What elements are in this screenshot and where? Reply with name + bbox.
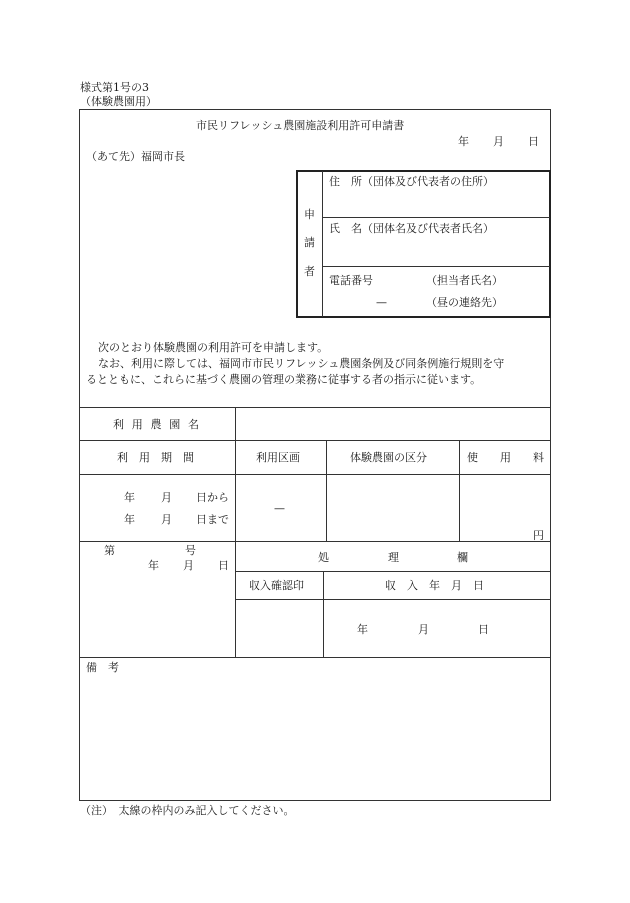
plot-dash: — <box>274 502 285 515</box>
statement-line-3: るとともに、これらに基づく農園の管理の業務に従事する者の指示に従います。 <box>86 373 482 386</box>
processing-label-1: 処 <box>318 551 329 564</box>
date-month: 月 <box>493 135 504 148</box>
number-prefix: 第 <box>104 544 115 557</box>
fee-unit: 円 <box>533 529 544 542</box>
from-year: 年 <box>124 491 135 504</box>
date-year: 年 <box>458 135 469 148</box>
period-label: 利 用 期 間 <box>117 451 194 464</box>
contact-person-label: （担当者氏名） <box>426 274 503 287</box>
applicant-label-3: 者 <box>304 265 315 278</box>
to-year: 年 <box>124 513 135 526</box>
processing-year: 年 <box>148 559 159 572</box>
remarks-label: 備 考 <box>86 661 119 674</box>
receipt-date-label: 収 入 年 月 日 <box>385 579 484 592</box>
form-subtitle: （体験農園用） <box>80 95 157 108</box>
receipt-year: 年 <box>357 623 368 636</box>
processing-day: 日 <box>218 559 229 572</box>
name-label: 氏 名（団体名及び代表者氏名） <box>329 222 494 235</box>
farm-name-label: 利 用 農 園 名 <box>113 418 199 431</box>
daytime-contact-label: （昼の連絡先） <box>426 296 503 309</box>
number-suffix: 号 <box>185 544 196 557</box>
statement-line-2: なお、利用に際しては、福岡市市民リフレッシュ農園条例及び同条例施行規則を守 <box>98 357 505 370</box>
phone-label: 電話番号 <box>329 274 373 287</box>
footnote: （注） 太線の枠内のみ記入してください。 <box>80 804 295 817</box>
to-day-suffix: 日まで <box>196 513 229 526</box>
phone-dash: — <box>376 296 387 309</box>
date-day: 日 <box>528 135 539 148</box>
category-label: 体験農園の区分 <box>350 451 427 464</box>
address-label: 住 所（団体及び代表者の住所） <box>329 175 494 188</box>
to-month: 月 <box>161 513 172 526</box>
form-title: 市民リフレッシュ農園施設利用許可申請書 <box>196 119 405 132</box>
processing-month: 月 <box>183 559 194 572</box>
receipt-month: 月 <box>418 623 429 636</box>
fee-label-1: 使 <box>467 451 478 464</box>
processing-label-2: 理 <box>388 551 399 564</box>
fee-label-3: 料 <box>533 451 544 464</box>
receipt-stamp-label: 収入確認印 <box>249 579 304 592</box>
applicant-box <box>296 170 551 318</box>
applicant-label-2: 請 <box>304 236 315 249</box>
processing-label-3: 欄 <box>457 551 468 564</box>
fee-label-2: 用 <box>500 451 511 464</box>
plot-label: 利用区画 <box>256 451 300 464</box>
receipt-day: 日 <box>478 623 489 636</box>
addressee: （あて先）福岡市長 <box>86 150 185 163</box>
form-number: 様式第1号の3 <box>80 81 149 94</box>
from-day-suffix: 日から <box>196 491 229 504</box>
from-month: 月 <box>161 491 172 504</box>
statement-line-1: 次のとおり体験農園の利用許可を申請します。 <box>98 341 329 354</box>
applicant-label-1: 申 <box>304 208 315 221</box>
